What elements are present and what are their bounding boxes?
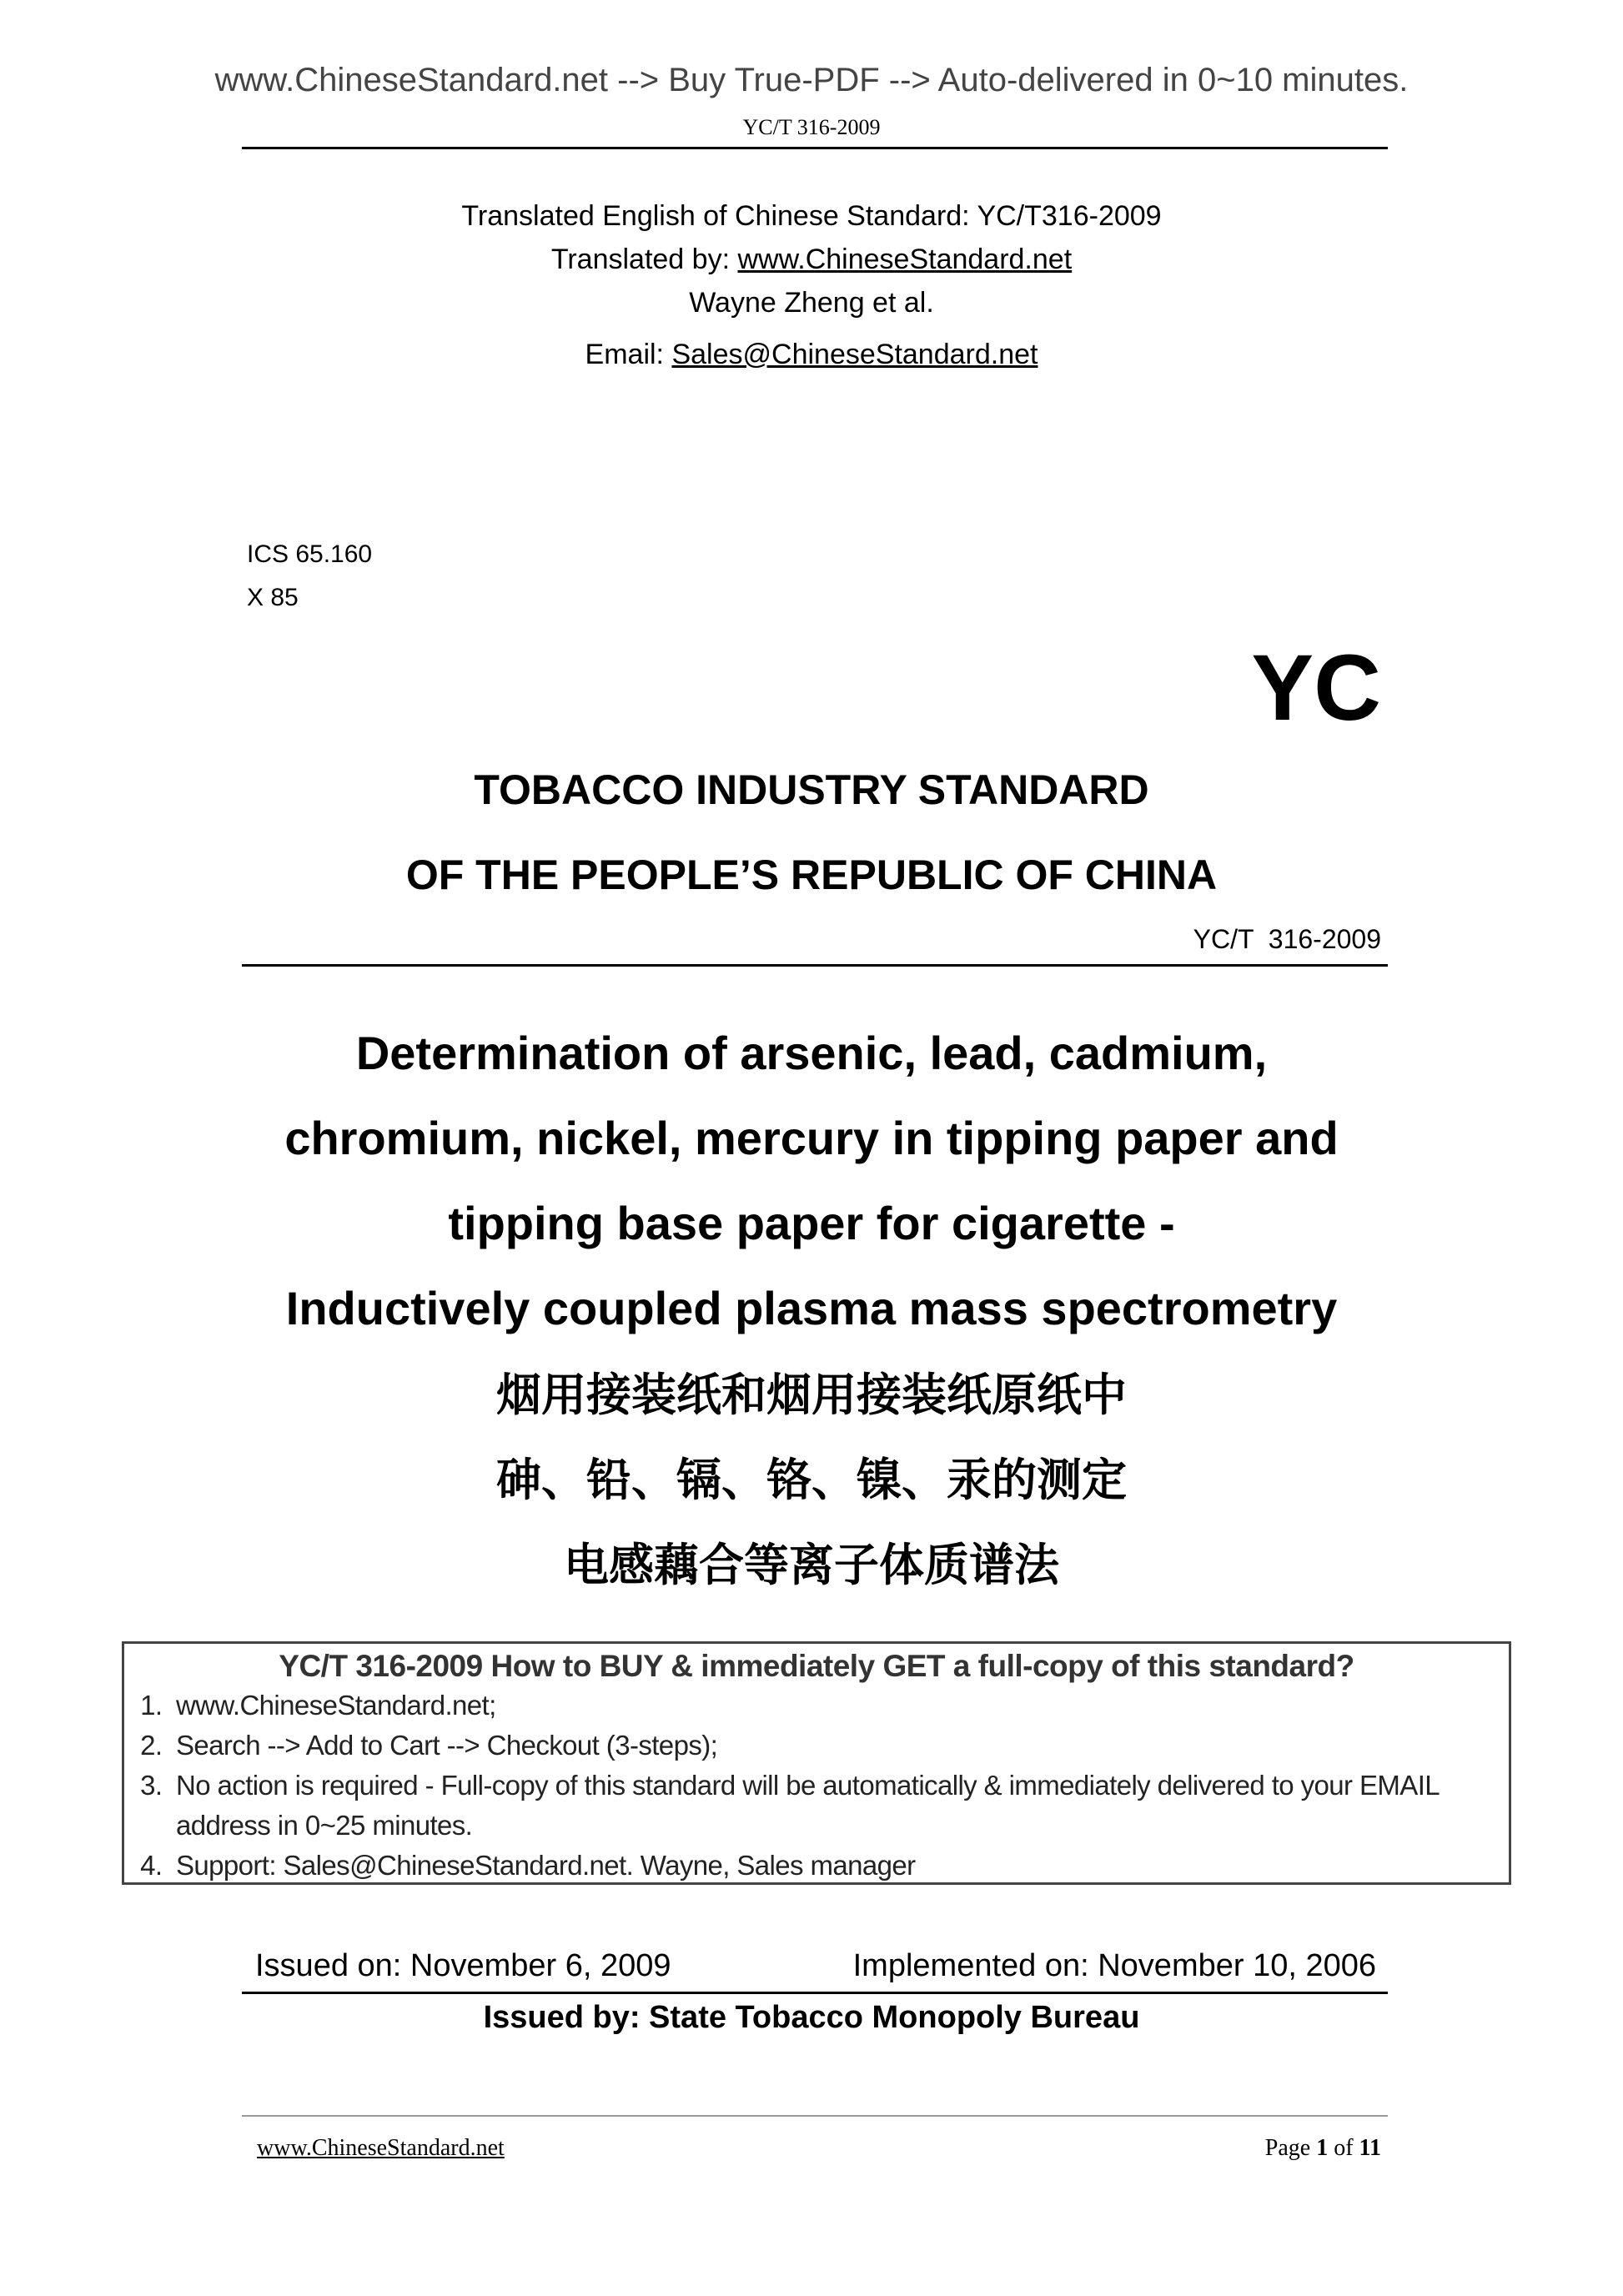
email-link[interactable]: Sales@ChineseStandard.net xyxy=(671,339,1038,370)
standard-number: YC/T 316-2009 xyxy=(1193,924,1381,954)
footer-link-wrap xyxy=(257,2135,505,2162)
translators: Wayne Zheng et al. xyxy=(689,287,934,319)
translated-by xyxy=(0,244,1623,276)
issued-date: Issued on: November 6, 2009 xyxy=(255,1948,671,1983)
standard-mark: YC xyxy=(1251,636,1381,740)
page-label: Page xyxy=(1264,2135,1317,2161)
page-total: 11 xyxy=(1359,2135,1381,2161)
buy-step: 3. No action is required - Full-copy of this standard will be automatically & immediately delivered to your EMAIL address in 0~25 minutes. xyxy=(169,1766,1509,1846)
translation-title: Translated English of Chinese Standard: YC/T316-2009 xyxy=(461,200,1162,232)
buy-step: 1. www.ChineseStandard.net; xyxy=(169,1686,1509,1726)
how-to-buy-title: YC/T 316-2009 How to BUY & immediately GET a full-copy of this standard? xyxy=(279,1649,1354,1683)
header-divider xyxy=(242,147,1388,149)
chinese-title-line: 烟用接装纸和烟用接装纸原纸中 xyxy=(496,1369,1127,1421)
page-of-label: of xyxy=(1328,2135,1359,2161)
english-title-line: Inductively coupled plasma mass spectrometry xyxy=(285,1282,1338,1334)
footer-site-link[interactable]: www.ChineseStandard.net xyxy=(257,2135,505,2161)
standard-category-line2: OF THE PEOPLE’S REPUBLIC OF CHINA xyxy=(405,852,1218,898)
chinese-title xyxy=(0,1353,1623,1608)
translated-by-label: Translated by: xyxy=(550,244,738,275)
chinese-title-line: 砷、铅、镉、铬、镍、汞的测定 xyxy=(496,1454,1127,1506)
how-to-buy-steps xyxy=(124,1686,1509,1886)
page-indicator xyxy=(1265,2135,1381,2162)
email-line xyxy=(0,339,1623,371)
buy-step: 2. Search --> Add to Cart --> Checkout (3-steps); xyxy=(169,1726,1509,1766)
top-banner: www.ChineseStandard.net --> Buy True-PDF --> Auto-delivered in 0~10 minutes. xyxy=(214,62,1409,98)
issuer: Issued by: State Tobacco Monopoly Bureau xyxy=(483,2000,1140,2035)
header-standard-code: YC/T 316-2009 xyxy=(742,115,881,139)
chinese-title-line: 电感藕合等离子体质谱法 xyxy=(564,1539,1059,1591)
english-title-line: chromium, nickel, mercury in tipping paper and xyxy=(284,1112,1339,1164)
email-label: Email: xyxy=(585,339,672,370)
translator-site-link[interactable]: www.ChineseStandard.net xyxy=(737,244,1073,275)
how-to-buy-box xyxy=(122,1641,1511,1885)
english-title-line: Determination of arsenic, lead, cadmium, xyxy=(355,1027,1268,1079)
ics-code: ICS 65.160 xyxy=(247,540,373,568)
english-title-line: tipping base paper for cigarette - xyxy=(448,1197,1175,1249)
english-title xyxy=(0,1011,1623,1351)
footer-divider xyxy=(242,2115,1388,2117)
dates-divider xyxy=(242,1992,1388,1994)
buy-step: 4. Support: Sales@ChineseStandard.net. Wayne, Sales manager xyxy=(169,1846,1509,1886)
implemented-date: Implemented on: November 10, 2006 xyxy=(852,1948,1376,1983)
title-divider xyxy=(242,964,1388,967)
page-current: 1 xyxy=(1316,2135,1329,2161)
standard-category-line1: TOBACCO INDUSTRY STANDARD xyxy=(474,766,1149,813)
ccs-code: X 85 xyxy=(247,584,299,611)
